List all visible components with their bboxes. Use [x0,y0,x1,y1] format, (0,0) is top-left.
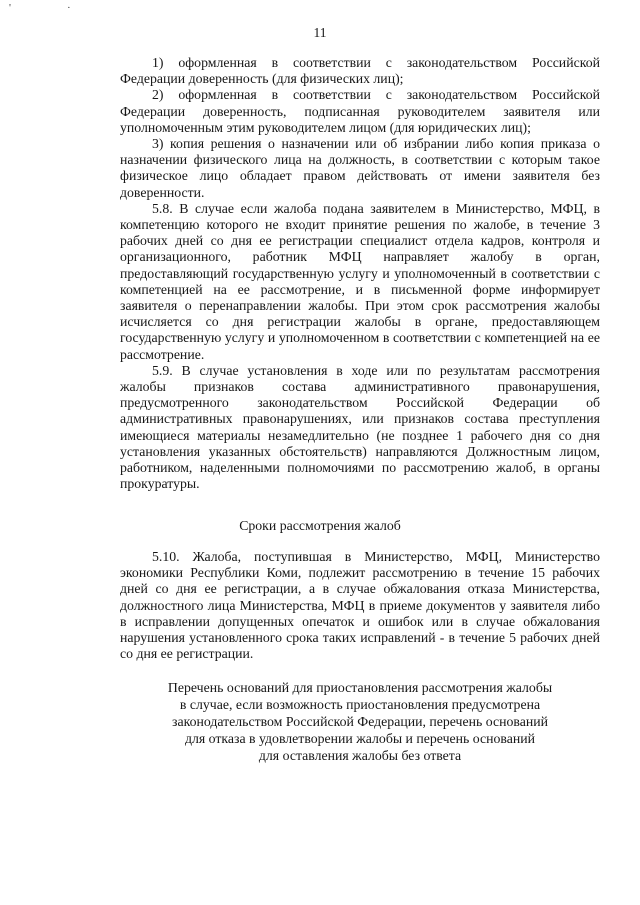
scan-mark: · [67,2,71,14]
heading-line: для оставления жалобы без ответа [258,748,462,763]
heading-line: Перечень оснований для приостановления рассмотрения жалобы [167,680,553,695]
scan-mark: ' [9,2,11,14]
heading-line: в случае, если возможность приостановления предусмотрена [179,697,541,712]
page-number: 11 [313,25,327,40]
paragraph-5-9: 5.9. В случае установления в ходе или по результатам рассмотрения жалобы признаков состава административного правонарушения, предусмотренного законодательством Российской Федерации об административных правонарушениях, или признаков состава преступления имеющиеся материалы незамедлительно (не позднее 1 рабочего дня со дня установления указанных обстоятельств) направляются Должностным лицом, работником, наделенными полномочиями по рассмотрению жалоб, в органы прокуратуры. [120,362,600,492]
list-item-1: 1) оформленная в соответствии с законодательством Российской Федерации доверенность (для физических лиц); [120,55,600,87]
heading-line: законодательством Российской Федерации, перечень оснований [172,714,548,729]
section-heading-grounds [120,679,600,764]
body-text-top [120,55,600,492]
paragraph-5-8: 5.8. В случае если жалоба подана заявителем в Министерство, МФЦ, в компетенцию которого не входит принятие решения по жалобе, в течение 3 рабочих дней со дня ее регистрации специалист отдела кадров, контроля и организационного, работник МФЦ направляет жалобу в орган, предоставляющий государственную услугу и уполномоченный в соответствии с компетенцией на ее рассмотрение, и в письменной форме информирует заявителя о перенаправлении жалобы. При этом срок рассмотрения жалобы исчисляется со дня регистрации жалобы в органе, предоставляющем государственную услугу и уполномоченном в соответствии с компетенцией на ее рассмотрение. [120,200,600,362]
list-item-3: 3) копия решения о назначении или об избрании либо копия приказа о назначении физического лица на должность, в соответствии с которым такое физическое лицо обладает правом действовать от имени заявителя без доверенности. [120,136,600,200]
paragraph-5-10: 5.10. Жалоба, поступившая в Министерство, МФЦ, Министерство экономики Республики Коми, подлежит рассмотрению в течение 15 рабочих дней со дня ее регистрации, а в случае обжалования отказа Министерства, должностного лица Министерства, МФЦ в приеме документов у заявителя либо в исправлении допущенных опечаток и ошибок или в случае обжалования нарушения установленного срока таких исправлений - в течение 5 рабочих дней со дня ее регистрации. [120,549,600,662]
heading-line: для отказа в удовлетворении жалобы и перечень оснований [184,731,536,746]
list-item-2: 2) оформленная в соответствии с законодательством Российской Федерации доверенность, подписанная руководителем заявителя или уполномоченным этим руководителем лицом (для юридических лиц); [120,87,600,135]
section-title: Сроки рассмотрения жалоб [239,518,401,533]
